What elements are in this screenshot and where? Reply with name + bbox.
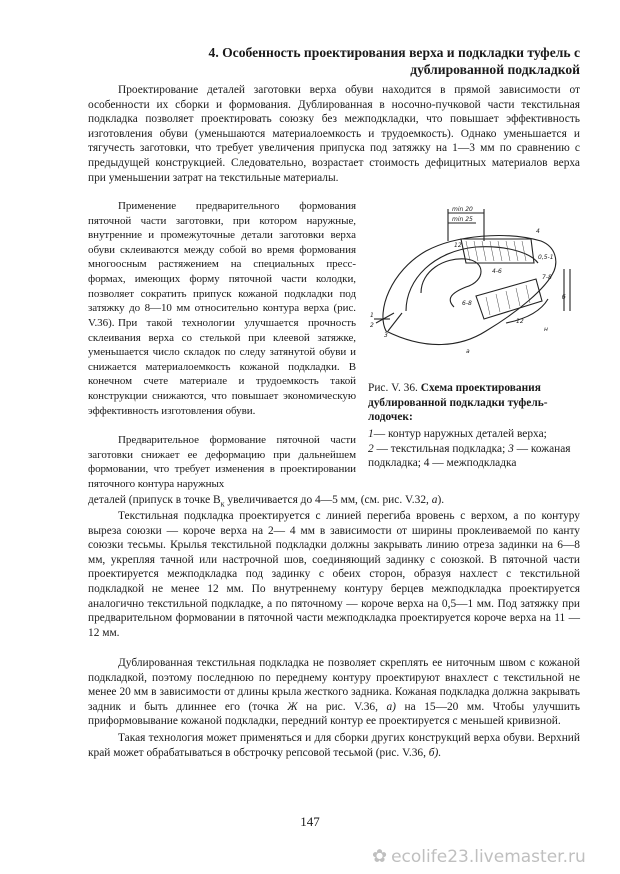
label-4: 4 [536,228,540,235]
flower-icon: ✿ [372,846,388,867]
interlining-upper [461,239,534,263]
paragraph-1: Проектирование деталей заготовки верха обуви находится в прямой зависимости от особенности их сборки и формования. Дублированная в носочно-пучковой части текстильная подкладка позволяет проектировать союзку без межподкладки, что повышает эффективность изготовления обуви (уменьшаются материалоемкость и трудоемкость). Однако уменьшается и тягучесть заготовки, что требует увеличения припуска под затяжку на 1—3 мм по сравнению с предыдущей конструкцией. Следовательно, возрастает стоимость дефицитных материалов верха при уменьшении затрат на текстильные материалы. [88,84,580,184]
label-n: н [544,326,548,333]
section-heading [90,44,580,78]
watermark-text: ecolife23.livemaster.ru [391,847,586,867]
page-number: 147 [300,814,320,829]
paragraph-7 [88,731,580,760]
label-3: 3 [384,332,388,339]
caption-prefix: Рис. V. 36. [368,382,421,394]
p4-subscript: к [220,499,225,509]
watermark [372,846,586,867]
figure-legend [368,427,582,471]
heel-opening [421,259,481,307]
p4-text-start: деталей (припуск в точке В [88,494,221,506]
legend-num-2: 2 [368,442,374,455]
label-7-8: 7-8 [542,274,552,281]
figure-caption [368,381,582,425]
legend-text-1: — контур наружных деталей верха; [373,428,547,440]
p6-text-end: на 15—20 мм. Чтобы улучшить приформовывание кожаной подкладки, передний контур ее проектируется с меньшей кривизной. [88,700,580,728]
label-12b: 12 [516,318,524,325]
legend-num-3: 3 [508,442,514,455]
label-b: б [562,294,566,301]
label-1: 1 [370,312,374,319]
outer-contour [383,236,556,345]
p7-italic: б). [428,746,442,759]
p6-text-mid: на рис. V.36, [297,700,387,713]
inner-lining-line [406,247,538,311]
label-12: 12 [454,242,462,249]
p4-italic: а [431,494,438,506]
shoe-lining-diagram [366,201,582,359]
paragraph-6 [88,656,580,729]
p7-text-start: Такая технология может применяться и для сборки других конструкций верха обуви. Верхний край может обрабатываться в обстрочку репсовой тесьмой (рис. V.36, [88,732,580,759]
legend-text-3: — кожаная подкладка; 4 — межподкладка [368,442,571,470]
label-min20: min 20 [452,206,473,213]
label-6-8: 6-8 [462,300,472,307]
paragraph-4-part-1: Предварительное формование пяточной части заготовки снижает ее деформацию при дальнейшем формовании, что требует изменения в проектировании пяточного контура наружных [88,434,356,490]
label-min25: min 25 [452,216,473,223]
label-4-6: 4-6 [492,268,502,275]
p4-close: ). [437,494,445,506]
caption-title: Схема проектирования дублированной подкладки туфель-лодочек: [368,382,548,424]
p6-italic-1: Ж [287,700,298,713]
heading-line-2: дублированной подкладкой [410,62,580,77]
paragraph-2: Применение предварительного формования пяточной части заготовки, при котором наружные, внутренние и промежуточные детали заготовки верха обуви склеиваются между собой во время формования многоосным растяжением на специальных пресс-формах, имеющих форму пяточной части колодки, позволяет сократить припуск кожаной подкладки под затяжку до 8—10 мм относительно контура верха (рис. V.36). [88,200,356,329]
label-a: а [466,348,470,355]
p6-italic-2: а) [386,700,396,713]
label-0-5-1: 0,5-1 [538,254,554,261]
legend-num-1: 1 [368,428,374,440]
p4-text-end: увеличивается до 4—5 мм, (см. рис. V.32, [224,494,432,506]
p6-text-start: Дублированная текстильная подкладка не позволяет скреплять ее ниточным швом с кожаной подкладкой, поэтому последнюю по переднему контуру проектируют внахлест с текстильной не менее 20 мм в зависимости от длины крыла жесткого задника. Кожаная подкладка должна закрывать задник и быть длиннее его (точка [88,657,580,713]
heading-line-1: 4. Особенность проектирования верха и подкладки туфель с [208,45,580,60]
paragraph-3: При такой технологии улучшается прочность склеивания верха со стелькой при клеевой затяжке, уменьшается число складок по следу затянутой обуви и снижается материалоемкость кожаной подкладки. В конечном счете материале и трудоемкость такой конструкции снижаются, что повышает экономическую эффективность изготовления обуви. [88,317,356,417]
label-2: 2 [370,322,374,329]
legend-text-2: — текстильная подкладка; [373,442,509,455]
paragraph-5: Текстильная подкладка проектируется с линией перегиба вровень с верхом, а по контуру выреза союзки — короче верха на 2— 4 мм в зависимости от ширины проклеиваемой по канту союзки тесьмы. Крылья текстильной подкладки должны закрывать линию отреза задинки на 6—8 мм, укрепляя тачной или настрочной шов, соединяющий задинку с союзкой. В пяточной части проектируется межподкладка под задинку с обеих сторон, образуя нахлест с текстильной подкладкой не менее 12 мм. По внутреннему контуру берцев межподкладка проектируется аналогично текстильной подкладке, а по пяточному — короче верха на 0,5—1 мм. Под затяжку при предварительном формовании в пяточной части межподкладка проектируется короче верха на 11 —12 мм. [88,510,580,639]
interlining-lower [476,279,542,319]
